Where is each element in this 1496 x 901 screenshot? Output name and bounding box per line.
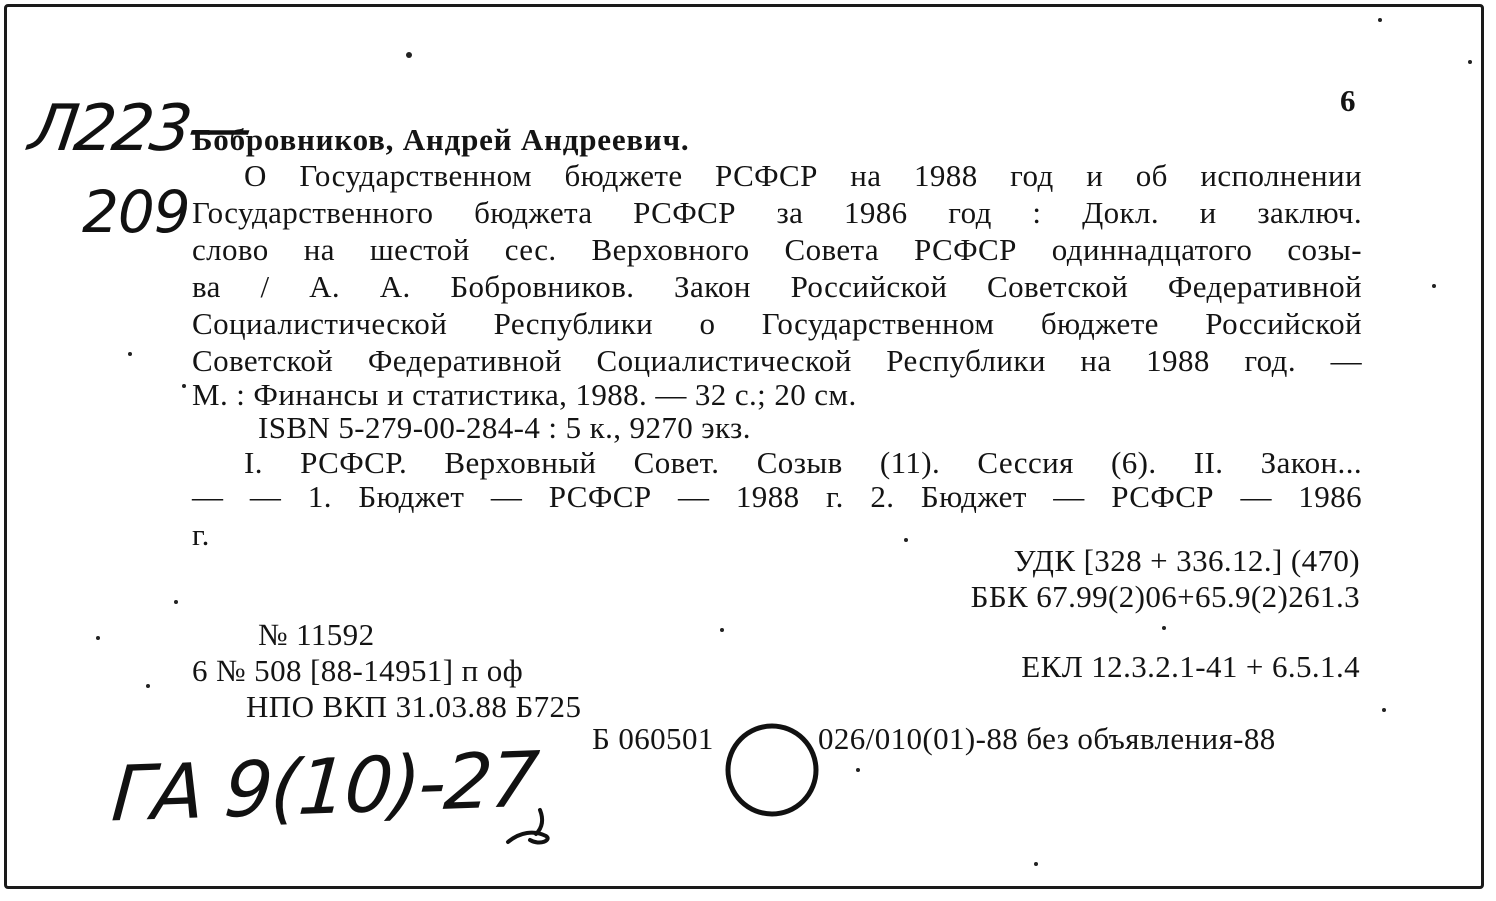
body-line: ва / А. А. Бобровников. Закон Российской Советской Федеративной: [192, 269, 1362, 304]
subject-line: — — 1. Бюджет — РСФСР — 1988 г. 2. Бюджет — РСФСР — 1986: [192, 479, 1362, 514]
speck: [406, 52, 412, 58]
speck: [96, 636, 100, 640]
speck: [1382, 708, 1386, 712]
udk-code: УДК [328 + 336.12.] (470): [1013, 543, 1360, 578]
body-line: Советской Федеративной Социалистической Республики на 1988 год. —: [192, 343, 1362, 378]
subject-line: г.: [192, 517, 210, 552]
ekl-code: ЕКЛ 12.3.2.1-41 + 6.5.1.4: [1021, 649, 1360, 684]
speck: [174, 600, 178, 604]
handwritten-call-number-top: Л223—: [24, 92, 255, 166]
punch-hole-icon: [722, 720, 822, 820]
b-code-right: 026/010(01)-88 без объявления-88: [818, 721, 1276, 756]
speck: [856, 768, 860, 772]
speck: [1162, 626, 1166, 630]
body-line: Социалистической Республики о Государственном бюджете Российской: [192, 306, 1362, 341]
record-number: № 11592: [258, 617, 375, 652]
handwritten-call-number-bottom: 209: [82, 178, 190, 246]
bbk-code: ББК 67.99(2)06+65.9(2)261.3: [970, 579, 1360, 614]
npo-line: НПО ВКП 31.03.88 Б725: [246, 689, 582, 724]
author-heading: Бобровников, Андрей Андреевич.: [192, 122, 690, 157]
speck: [1432, 284, 1436, 288]
page-number: 6: [1340, 83, 1356, 118]
subject-line: I. РСФСР. Верховный Совет. Созыв (11). Сессия (6). II. Закон...: [244, 445, 1362, 480]
speck: [182, 384, 186, 388]
speck: [1034, 862, 1038, 866]
body-line: О Государственном бюджете РСФСР на 1988 год и об исполнении: [244, 158, 1362, 193]
speck: [128, 352, 132, 356]
handwritten-shelf-mark: ГА 9(10)-27: [109, 734, 540, 839]
speck: [1378, 18, 1382, 22]
body-line: слово на шестой сес. Верховного Совета РСФСР одиннадцатого созы-: [192, 232, 1362, 267]
speck: [1468, 60, 1472, 64]
speck: [720, 628, 724, 632]
speck: [146, 684, 150, 688]
body-line: М. : Финансы и статистика, 1988. — 32 с.; 20 см.: [192, 377, 857, 412]
isbn-line: ISBN 5-279-00-284-4 : 5 к., 9270 экз.: [258, 410, 751, 445]
speck: [904, 538, 908, 542]
body-line: Государственного бюджета РСФСР за 1986 год : Докл. и заключ.: [192, 195, 1362, 230]
handwritten-stroke-icon: [500, 790, 570, 850]
b-code-left: Б 060501: [592, 721, 714, 756]
order-line: 6 № 508 [88-14951] п оф: [192, 653, 524, 688]
